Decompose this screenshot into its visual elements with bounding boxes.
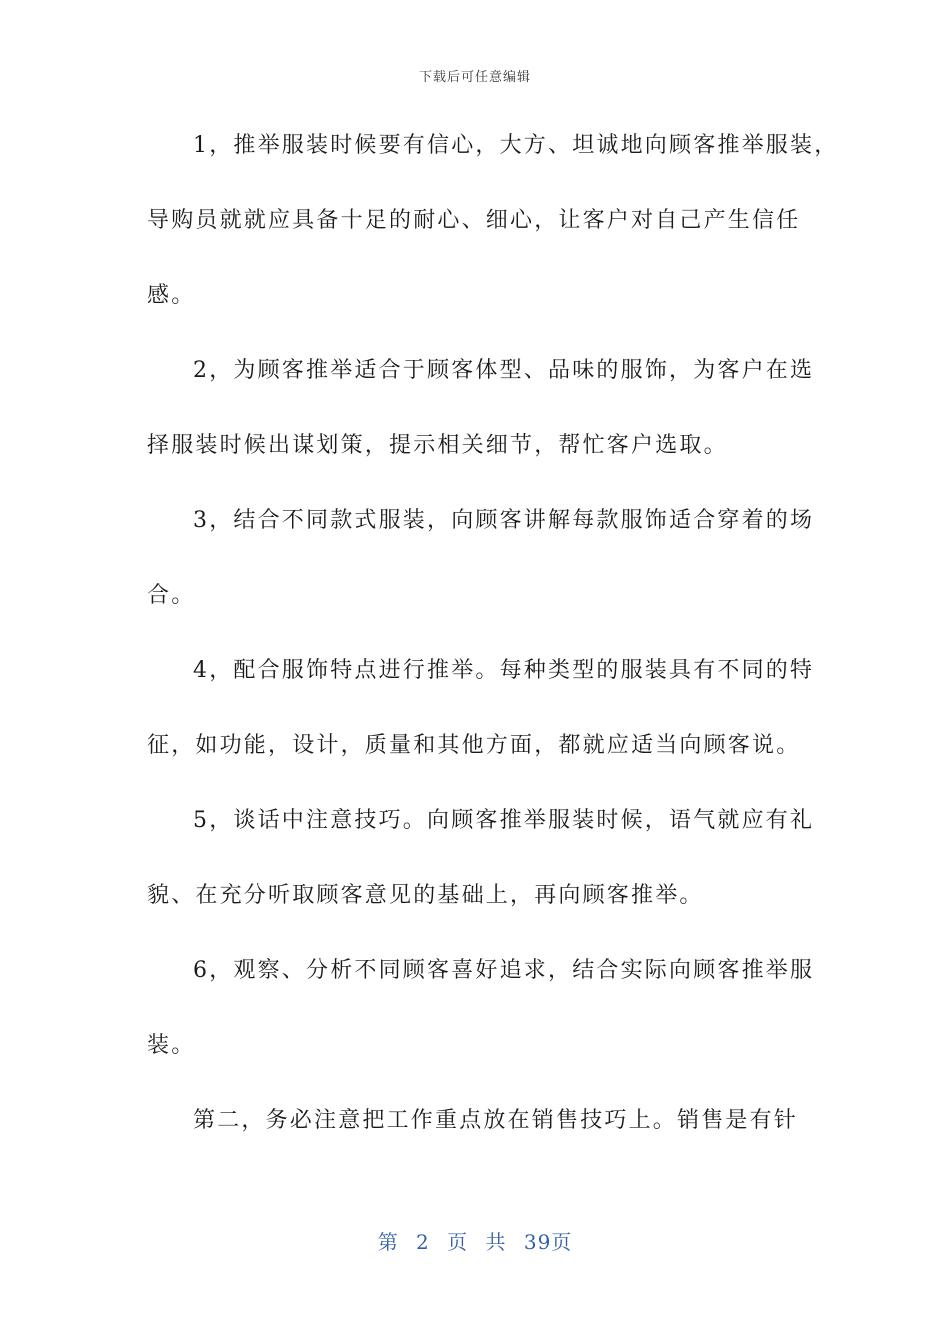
paragraph-line: 导购员就就应具备十足的耐心、细心，让客户对自己产生信任 [147, 208, 801, 233]
paragraph-line: 2，为顾客推举适合于顾客体型、品味的服饰，为客户在选 [193, 358, 815, 383]
page-header: 下载后可任意编辑 [418, 70, 531, 85]
paragraph-line: 4，配合服饰特点进行推举。每种类型的服装具有不同的特 [193, 658, 815, 683]
paragraph-line: 貌、在充分听取顾客意见的基础上，再向顾客推举。 [147, 883, 704, 908]
paragraph-line: 6，观察、分析不同顾客喜好追求，结合实际向顾客推举服 [193, 958, 815, 983]
paragraph-line: 5，谈话中注意技巧。向顾客推举服装时候，语气就应有礼 [193, 808, 815, 833]
paragraph-line: 3，结合不同款式服装，向顾客讲解每款服饰适合穿着的场 [193, 508, 815, 533]
paragraph-line: 感。 [147, 283, 196, 308]
document-body [147, 128, 839, 1178]
page-number-footer: 第 2 页 共 39页 [377, 1230, 573, 1254]
paragraph-line: 择服装时候出谋划策，提示相关细节，帮忙客户选取。 [147, 433, 728, 458]
paragraph-line: 第二，务必注意把工作重点放在销售技巧上。销售是有针 [193, 1108, 799, 1133]
paragraph-line: 1，推举服装时候要有信心，大方、坦诚地向顾客推举服装， [193, 133, 839, 158]
paragraph-line: 装。 [147, 1033, 196, 1058]
paragraph-line: 征，如功能，设计，质量和其他方面，都就应适当向顾客说。 [147, 733, 801, 758]
paragraph-line: 合。 [147, 583, 196, 608]
